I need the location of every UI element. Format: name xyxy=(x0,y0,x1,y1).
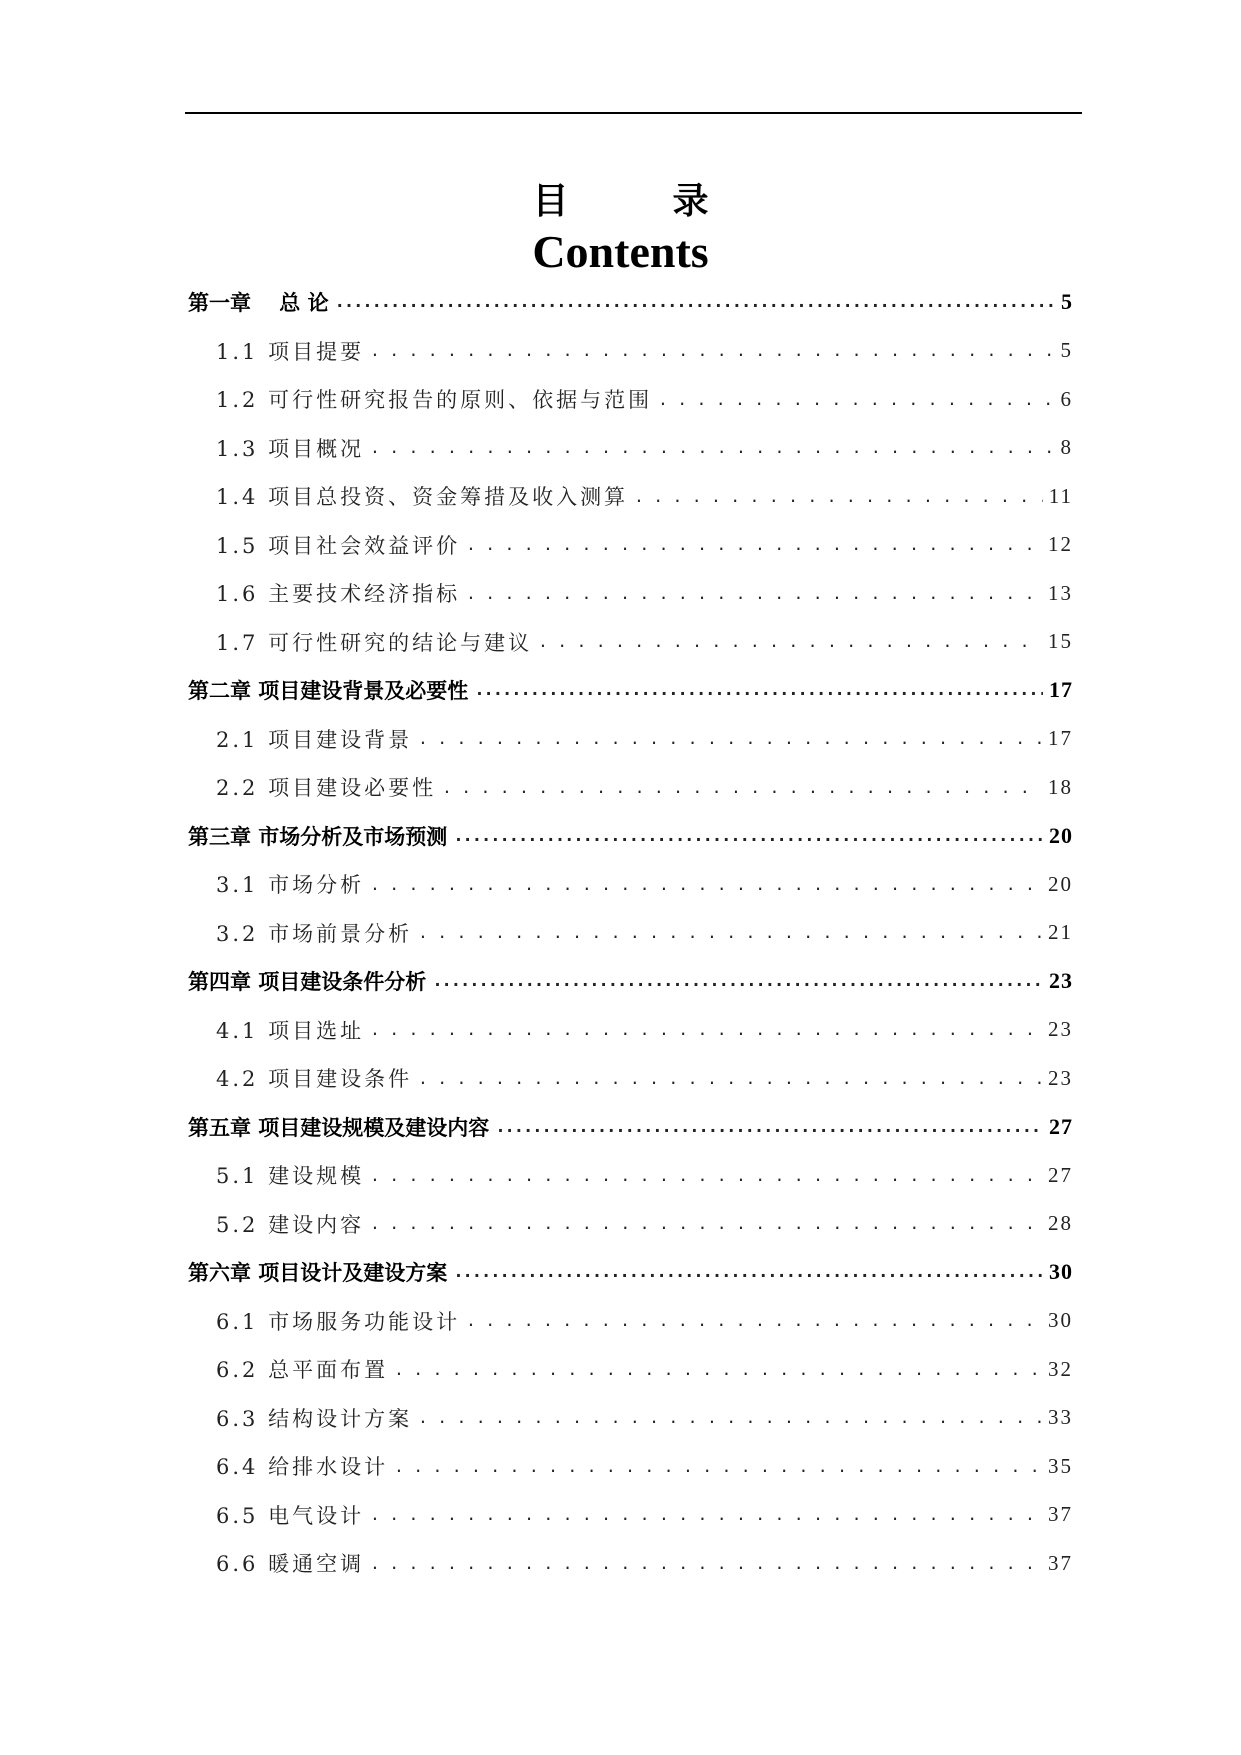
toc-page-number: 20 xyxy=(1048,871,1073,896)
toc-dot-leader xyxy=(538,632,1042,651)
toc-dot-leader xyxy=(370,1020,1042,1039)
toc-section-entry[interactable] xyxy=(188,521,1073,570)
toc-entry-title: 4.2 项目建设条件 xyxy=(216,1067,413,1092)
toc-page-number: 12 xyxy=(1048,532,1073,557)
toc-entry-title: 1.7 可行性研究的结论与建议 xyxy=(216,630,533,655)
toc-dot-leader xyxy=(453,1262,1043,1282)
toc-entry-title: 5.2 建设内容 xyxy=(216,1212,365,1237)
toc-page-number: 8 xyxy=(1060,435,1073,460)
toc-dot-leader xyxy=(466,1311,1042,1330)
toc-entry-title: 第四章 项目建设条件分析 xyxy=(188,970,427,995)
toc-section-entry[interactable] xyxy=(188,1200,1073,1249)
toc-entry-title: 1.2 可行性研究报告的原则、依据与范围 xyxy=(216,388,653,413)
toc-dot-leader xyxy=(394,1360,1042,1379)
toc-chapter-entry[interactable] xyxy=(188,278,1073,327)
toc-entry-title: 1.1 项目提要 xyxy=(216,339,365,364)
toc-section-entry[interactable] xyxy=(188,1345,1073,1394)
toc-entry-title: 6.2 总平面布置 xyxy=(216,1358,389,1383)
toc-dot-leader xyxy=(370,1505,1042,1524)
toc-section-entry[interactable] xyxy=(188,909,1073,958)
toc-dot-leader xyxy=(394,1457,1042,1476)
toc-page-number: 5 xyxy=(1060,338,1073,363)
toc-dot-leader xyxy=(418,1069,1042,1088)
toc-entry-title: 6.4 给排水设计 xyxy=(216,1455,389,1480)
toc-section-entry[interactable] xyxy=(188,1006,1073,1055)
toc-page-number: 23 xyxy=(1049,968,1073,994)
toc-entry-title: 第五章 项目建设规模及建设内容 xyxy=(188,1115,490,1140)
toc-dot-leader xyxy=(418,729,1042,748)
toc-page-number: 33 xyxy=(1048,1405,1073,1430)
toc-section-entry[interactable] xyxy=(188,618,1073,667)
toc-page-number: 15 xyxy=(1048,629,1073,654)
toc-page-number: 13 xyxy=(1048,580,1073,605)
toc-dot-leader xyxy=(370,1166,1042,1185)
table-of-contents xyxy=(188,278,1073,1588)
toc-dot-leader xyxy=(370,875,1042,894)
toc-entry-title: 3.2 市场前景分析 xyxy=(216,921,413,946)
toc-entry-title: 2.2 项目建设必要性 xyxy=(216,776,437,801)
toc-dot-leader xyxy=(495,1117,1043,1137)
toc-entry-title: 2.1 项目建设背景 xyxy=(216,727,413,752)
toc-entry-title: 6.5 电气设计 xyxy=(216,1503,365,1528)
toc-chapter-entry[interactable] xyxy=(188,812,1073,861)
toc-entry-title: 第二章 项目建设背景及必要性 xyxy=(188,679,469,704)
toc-section-entry[interactable] xyxy=(188,472,1073,521)
toc-dot-leader xyxy=(370,1214,1042,1233)
toc-dot-leader xyxy=(634,487,1043,506)
toc-entry-title: 第一章 总 论 xyxy=(188,291,329,316)
toc-dot-leader xyxy=(370,438,1054,457)
toc-page-number: 27 xyxy=(1048,1162,1073,1187)
toc-section-entry[interactable] xyxy=(188,1491,1073,1540)
toc-page-number: 6 xyxy=(1060,386,1073,411)
toc-dot-leader xyxy=(370,1554,1042,1573)
toc-entry-title: 6.3 结构设计方案 xyxy=(216,1406,413,1431)
toc-entry-title: 1.6 主要技术经济指标 xyxy=(216,582,461,607)
toc-entry-title: 6.1 市场服务功能设计 xyxy=(216,1309,461,1334)
page-title: 目 录 xyxy=(532,181,743,222)
toc-entry-title: 1.5 项目社会效益评价 xyxy=(216,533,461,558)
toc-page-number: 5 xyxy=(1061,289,1073,315)
toc-entry-title: 第六章 项目设计及建设方案 xyxy=(188,1261,448,1286)
toc-section-entry[interactable] xyxy=(188,1442,1073,1491)
toc-dot-leader xyxy=(442,778,1042,797)
toc-dot-leader xyxy=(466,584,1042,603)
toc-section-entry[interactable] xyxy=(188,1539,1073,1588)
toc-dot-leader xyxy=(370,341,1054,360)
toc-page-number: 30 xyxy=(1048,1308,1073,1333)
toc-page-number: 23 xyxy=(1048,1065,1073,1090)
toc-section-entry[interactable] xyxy=(188,1394,1073,1443)
toc-page-number: 28 xyxy=(1048,1211,1073,1236)
toc-page-number: 18 xyxy=(1048,774,1073,799)
toc-section-entry[interactable] xyxy=(188,569,1073,618)
toc-entry-title: 1.3 项目概况 xyxy=(216,436,365,461)
toc-entry-title: 3.1 市场分析 xyxy=(216,873,365,898)
toc-page-number: 30 xyxy=(1049,1259,1073,1285)
toc-dot-leader xyxy=(418,923,1042,942)
toc-page-number: 32 xyxy=(1048,1356,1073,1381)
toc-section-entry[interactable] xyxy=(188,1151,1073,1200)
toc-chapter-entry[interactable] xyxy=(188,1248,1073,1297)
toc-dot-leader xyxy=(432,971,1043,991)
toc-chapter-entry[interactable] xyxy=(188,666,1073,715)
toc-dot-leader xyxy=(453,826,1043,846)
toc-entry-title: 5.1 建设规模 xyxy=(216,1164,365,1189)
toc-dot-leader xyxy=(466,535,1042,554)
toc-entry-title: 第三章 市场分析及市场预测 xyxy=(188,824,448,849)
toc-entry-title: 6.6 暖通空调 xyxy=(216,1552,365,1577)
toc-page-number: 17 xyxy=(1048,726,1073,751)
toc-section-entry[interactable] xyxy=(188,763,1073,812)
toc-page-number: 27 xyxy=(1049,1113,1073,1139)
toc-section-entry[interactable] xyxy=(188,715,1073,764)
toc-page-number: 37 xyxy=(1048,1502,1073,1527)
toc-section-entry[interactable] xyxy=(188,1054,1073,1103)
header-rule xyxy=(185,112,1082,114)
toc-section-entry[interactable] xyxy=(188,424,1073,473)
toc-page-number: 23 xyxy=(1048,1017,1073,1042)
toc-page-number: 20 xyxy=(1049,822,1073,848)
toc-dot-leader xyxy=(418,1408,1042,1427)
toc-page-number: 11 xyxy=(1048,483,1073,508)
toc-chapter-entry[interactable] xyxy=(188,1103,1073,1152)
toc-section-entry[interactable] xyxy=(188,327,1073,376)
toc-section-entry[interactable] xyxy=(188,860,1073,909)
toc-page-number: 17 xyxy=(1049,677,1073,703)
toc-dot-leader xyxy=(474,680,1043,700)
toc-dot-leader xyxy=(335,292,1055,312)
toc-entry-title: 1.4 项目总投资、资金筹措及收入测算 xyxy=(216,485,629,510)
toc-section-entry[interactable] xyxy=(188,1297,1073,1346)
toc-chapter-entry[interactable] xyxy=(188,957,1073,1006)
toc-page-number: 37 xyxy=(1048,1550,1073,1575)
toc-section-entry[interactable] xyxy=(188,375,1073,424)
toc-entry-title: 4.1 项目选址 xyxy=(216,1018,365,1043)
page-subtitle: Contents xyxy=(532,226,709,277)
toc-page-number: 35 xyxy=(1048,1453,1073,1478)
toc-dot-leader xyxy=(658,390,1054,409)
toc-page-number: 21 xyxy=(1048,920,1073,945)
